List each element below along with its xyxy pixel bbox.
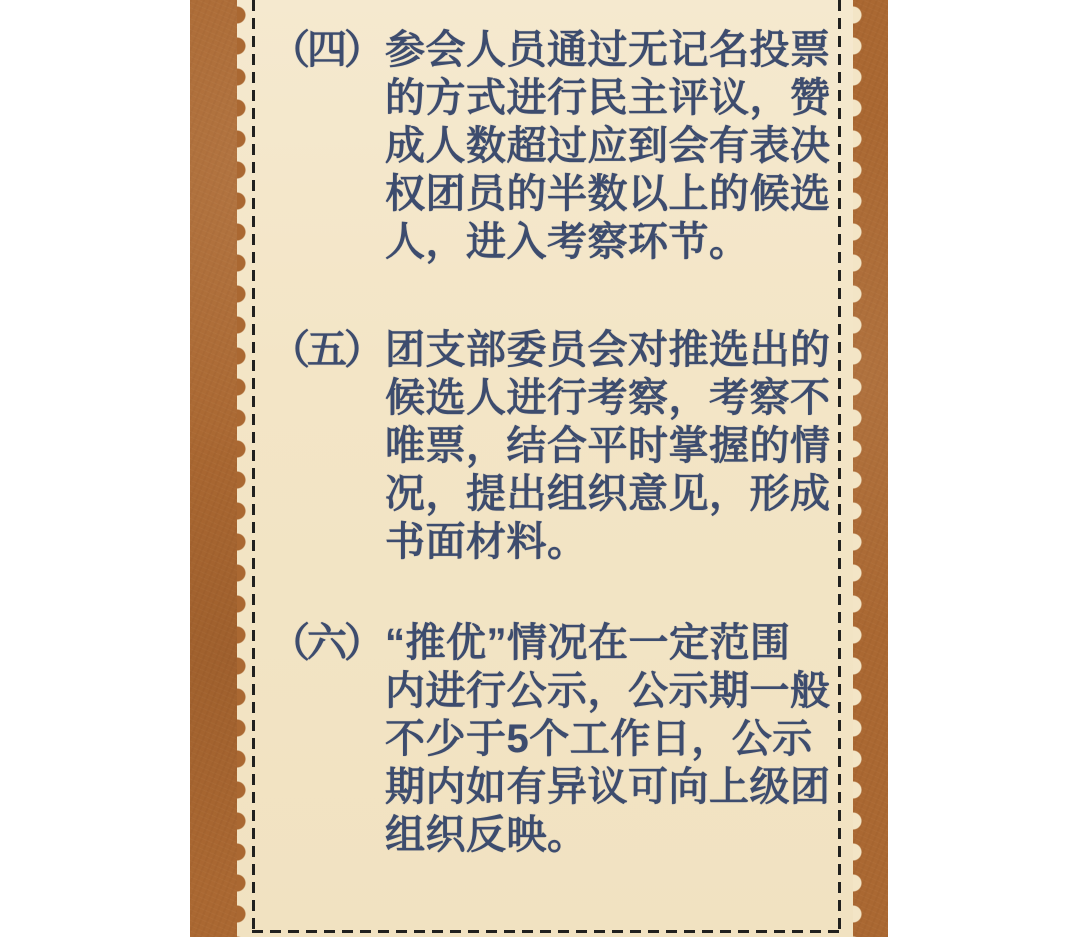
text-line: 成人数超过应到会有表决: [385, 124, 831, 168]
paragraph-item-6: [270, 619, 830, 859]
text-line: 不少于5个工作日，公示: [385, 717, 813, 761]
perforated-edge-right: [853, 0, 865, 937]
paragraph-item-4: [270, 26, 830, 266]
text-line: 候选人进行考察，考察不: [385, 376, 831, 420]
paragraph-marker: （五）: [270, 328, 381, 372]
paragraph-lines: [385, 619, 831, 859]
text-line: 组织反映。: [385, 813, 588, 857]
kraft-paper-background: [190, 0, 888, 937]
text-line: 的方式进行民主评议，赞: [385, 76, 831, 120]
text-line: 内进行公示，公示期一般: [385, 669, 831, 713]
text-line: “推优”情况在一定范围: [385, 621, 791, 665]
paragraph-marker: （四）: [270, 28, 381, 72]
perforated-edge-left: [237, 0, 249, 937]
text-line: 书面材料。: [385, 520, 588, 564]
text-line: 唯票，结合平时掌握的情: [385, 424, 831, 468]
text-line: 团支部委员会对推选出的: [385, 328, 831, 372]
text-line: 权团员的半数以上的候选: [385, 172, 831, 216]
dashed-border-bottom: [252, 930, 841, 933]
text-content: [270, 26, 830, 859]
paragraph-marker: （六）: [270, 621, 381, 665]
paragraph-item-5: [270, 326, 830, 566]
dashed-border-right: [838, 0, 841, 933]
paragraph-lines: [385, 26, 831, 266]
stamp-paper-panel: [237, 0, 853, 937]
text-line: 期内如有异议可向上级团: [385, 765, 831, 809]
dashed-border-left: [252, 0, 255, 933]
text-line: 人，进入考察环节。: [385, 220, 750, 264]
paragraph-lines: [385, 326, 831, 566]
text-line: 况，提出组织意见，形成: [385, 472, 831, 516]
text-line: 参会人员通过无记名投票: [385, 28, 831, 72]
